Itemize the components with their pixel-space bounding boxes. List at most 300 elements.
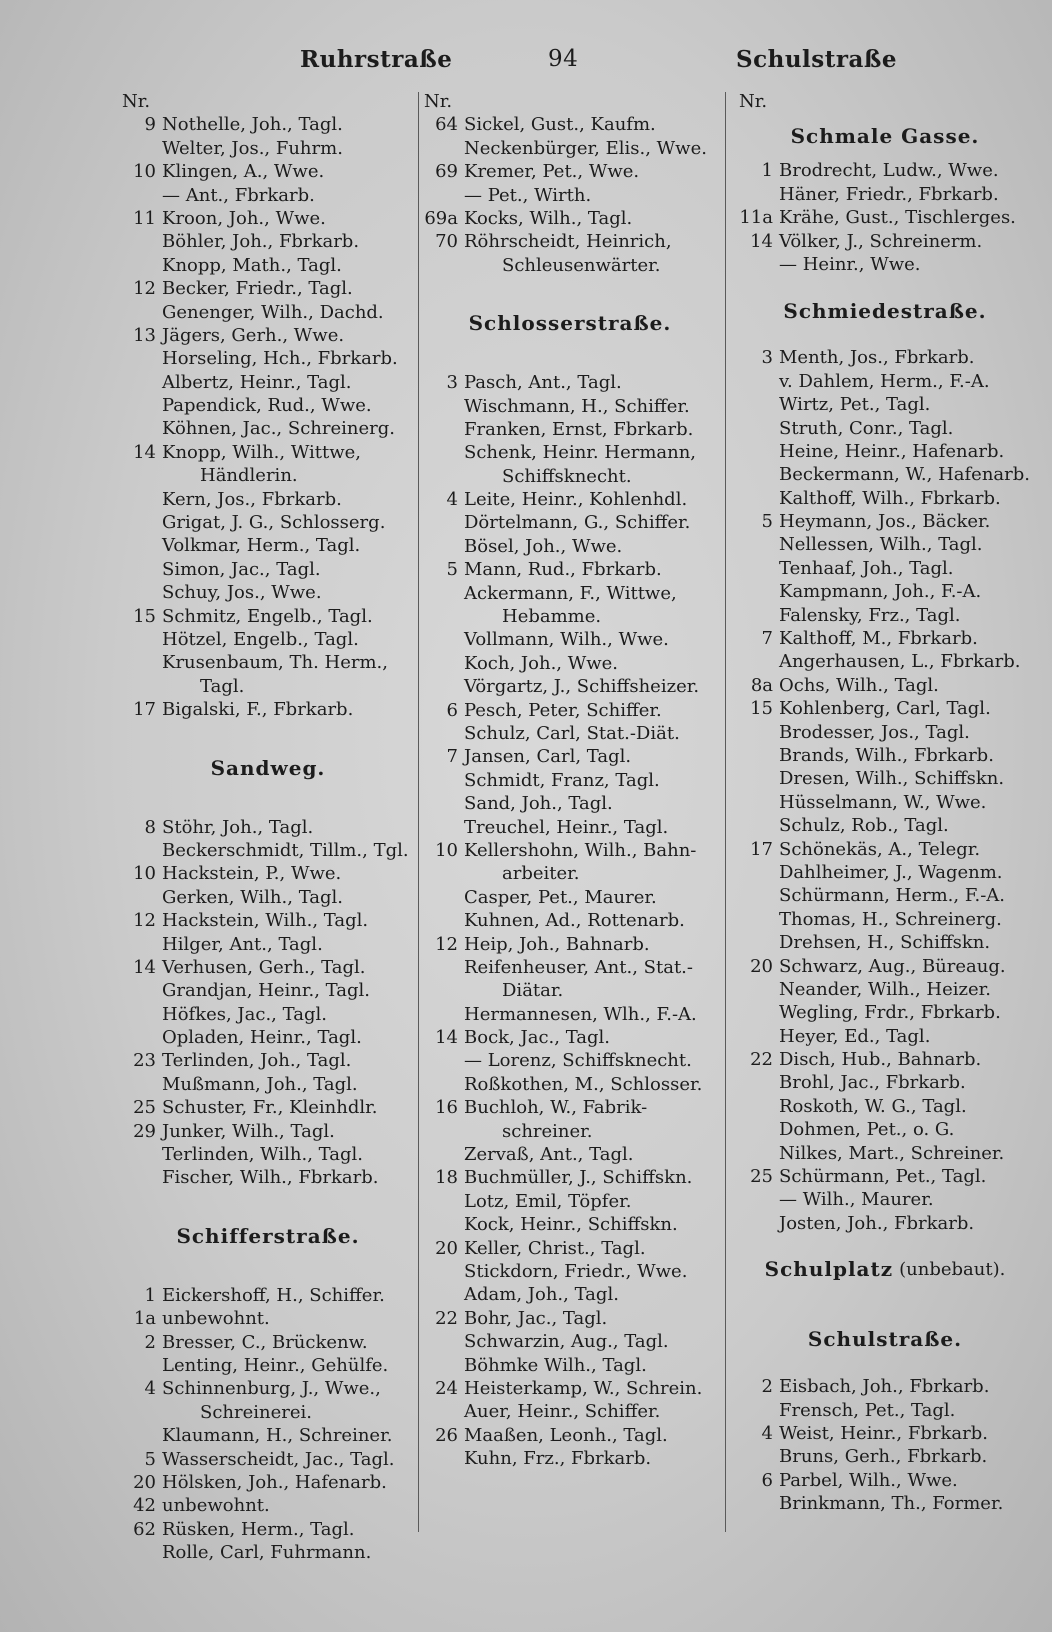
house-number: 1 <box>144 1284 156 1306</box>
house-number: 20 <box>133 1471 156 1493</box>
directory-entry <box>735 1048 1035 1071</box>
directory-entry <box>735 884 1035 907</box>
resident-text: unbewohnt. <box>162 1308 270 1330</box>
resident-text: Sand, Joh., Tagl. <box>464 793 613 815</box>
directory-entry <box>420 745 720 768</box>
resident-text: Treuchel, Heinr., Tagl. <box>464 816 669 838</box>
resident-text: Volkmar, Herm., Tagl. <box>162 535 361 557</box>
directory-entry <box>735 1118 1035 1141</box>
resident-text: Vörgartz, J., Schiffsheizer. <box>464 676 700 698</box>
directory-entry <box>420 1190 720 1213</box>
directory-entry <box>735 861 1035 884</box>
nr-label: Nr. <box>122 91 151 112</box>
house-number: 1 <box>761 160 773 182</box>
resident-text: — Wilh., Maurer. <box>779 1189 934 1211</box>
house-number: 10 <box>133 863 156 885</box>
resident-text: Kroon, Joh., Wwe. <box>162 207 326 229</box>
resident-text: — Pet., Wirth. <box>464 184 592 206</box>
entry-list <box>118 1284 418 1565</box>
directory-entry <box>118 1003 418 1026</box>
house-number: 16 <box>435 1097 458 1119</box>
house-number: 18 <box>435 1167 458 1189</box>
resident-text: Menth, Jos., Fbrkarb. <box>779 347 975 369</box>
directory-entry <box>735 346 1035 369</box>
directory-entry <box>118 979 418 1002</box>
resident-text: Bock, Jac., Tagl. <box>464 1027 611 1049</box>
resident-text: Lenting, Heinr., Gehülfe. <box>162 1354 389 1376</box>
resident-text: Stöhr, Joh., Tagl. <box>162 816 314 838</box>
directory-entry <box>420 979 720 1002</box>
house-number: 6 <box>446 699 458 721</box>
directory-entry <box>118 956 418 979</box>
house-number: 14 <box>133 441 156 463</box>
directory-entry <box>735 650 1035 673</box>
directory-entry <box>118 371 418 394</box>
resident-text: — Lorenz, Schiffsknecht. <box>464 1050 692 1072</box>
directory-entry <box>420 956 720 979</box>
resident-text: Disch, Hub., Bahnarb. <box>779 1049 982 1071</box>
directory-entry <box>735 533 1035 556</box>
resident-text: Eickershoff, H., Schiffer. <box>162 1284 385 1306</box>
resident-text: Lotz, Emil, Töpfer. <box>464 1190 632 1212</box>
resident-text: Mann, Rud., Fbrkarb. <box>464 559 662 581</box>
directory-entry <box>118 909 418 932</box>
house-number: 1a <box>133 1308 156 1330</box>
directory-entry <box>420 465 720 488</box>
directory-entry <box>735 487 1035 510</box>
resident-text: Struth, Conr., Tagl. <box>779 417 954 439</box>
resident-text: Eisbach, Joh., Fbrkarb. <box>779 1376 990 1398</box>
street-heading-group <box>735 1235 1035 1305</box>
directory-entry <box>118 581 418 604</box>
directory-entry <box>118 1518 418 1541</box>
resident-text: Fischer, Wilh., Fbrkarb. <box>162 1167 379 1189</box>
directory-entry <box>118 698 418 721</box>
directory-entry <box>118 839 418 862</box>
resident-text: Schmidt, Franz, Tagl. <box>464 769 660 791</box>
directory-entry <box>735 978 1035 1001</box>
resident-text: Falensky, Frz., Tagl. <box>779 604 961 626</box>
resident-text: Hackstein, P., Wwe. <box>162 863 342 885</box>
header-right-street: Schulstraße <box>736 46 897 73</box>
directory-entry <box>420 1166 720 1189</box>
directory-entry <box>420 886 720 909</box>
resident-text: Grigat, J. G., Schlosserg. <box>162 512 386 534</box>
directory-entry <box>118 277 418 300</box>
house-number: 7 <box>446 746 458 768</box>
directory-entry <box>420 1143 720 1166</box>
resident-text: Simon, Jac., Tagl. <box>162 558 321 580</box>
resident-text: Kampmann, Joh., F.-A. <box>779 581 982 603</box>
directory-entry <box>118 394 418 417</box>
resident-text: Terlinden, Wilh., Tagl. <box>162 1144 363 1166</box>
directory-entry <box>420 113 720 136</box>
directory-entry <box>420 699 720 722</box>
resident-text: Wasserscheidt, Jac., Tagl. <box>162 1448 395 1470</box>
house-number: 42 <box>133 1495 156 1517</box>
resident-text: Roßkothen, M., Schlosser. <box>464 1073 703 1095</box>
resident-text: Ochs, Wilh., Tagl. <box>779 674 939 696</box>
directory-entry <box>420 207 720 230</box>
resident-text: Grandjan, Heinr., Tagl. <box>162 980 371 1002</box>
directory-entry <box>118 1143 418 1166</box>
directory-entry <box>735 604 1035 627</box>
resident-text: Kuhnen, Ad., Rottenarb. <box>464 910 685 932</box>
resident-text: Klingen, A., Wwe. <box>162 161 325 183</box>
resident-text: Roskoth, W. G., Tagl. <box>779 1095 967 1117</box>
directory-entry <box>118 184 418 207</box>
directory-entry <box>420 1307 720 1330</box>
resident-text: Albertz, Heinr., Tagl. <box>162 371 352 393</box>
directory-entry <box>118 675 418 698</box>
house-number: 69 <box>435 161 458 183</box>
directory-entry <box>420 582 720 605</box>
house-number: 29 <box>133 1120 156 1142</box>
house-number: 5 <box>144 1448 156 1470</box>
resident-text: unbewohnt. <box>162 1495 270 1517</box>
resident-text: Wischmann, H., Schiffer. <box>464 395 690 417</box>
street-heading: Sandweg. <box>210 755 326 780</box>
directory-entry <box>735 1422 1035 1445</box>
resident-text: Auer, Heinr., Schiffer. <box>464 1401 661 1423</box>
resident-text: — Heinr., Wwe. <box>779 253 921 275</box>
resident-text: Jansen, Carl, Tagl. <box>464 746 632 768</box>
directory-entry <box>420 511 720 534</box>
directory-entry <box>420 675 720 698</box>
directory-entry <box>420 1447 720 1470</box>
resident-text: Tagl. <box>200 675 245 697</box>
directory-entry <box>735 931 1035 954</box>
directory-entry <box>420 441 720 464</box>
resident-text: Buchloh, W., Fabrik- <box>464 1097 648 1119</box>
house-number: 25 <box>133 1097 156 1119</box>
resident-text: arbeiter. <box>502 863 580 885</box>
resident-text: Genenger, Wilh., Dachd. <box>162 301 384 323</box>
resident-text: Diätar. <box>502 980 564 1002</box>
house-number: 17 <box>750 838 773 860</box>
resident-text: Schulz, Rob., Tagl. <box>779 815 949 837</box>
directory-entry <box>420 1377 720 1400</box>
resident-text: Schürmann, Pet., Tagl. <box>779 1166 987 1188</box>
resident-text: Drehsen, H., Schiffskn. <box>779 932 991 954</box>
house-number: 5 <box>446 559 458 581</box>
directory-entry <box>735 674 1035 697</box>
resident-text: Wegling, Frdr., Fbrkarb. <box>779 1002 1001 1024</box>
resident-text: Becker, Friedr., Tagl. <box>162 278 353 300</box>
directory-entry <box>118 324 418 347</box>
house-number: 22 <box>435 1307 458 1329</box>
resident-text: Hilger, Ant., Tagl. <box>162 933 323 955</box>
resident-text: Adam, Joh., Tagl. <box>464 1284 619 1306</box>
house-number: 13 <box>133 324 156 346</box>
house-number: 11a <box>739 207 773 229</box>
street-heading: Schulplatz <box>764 1257 894 1282</box>
street-heading: Schulstraße. <box>807 1327 963 1352</box>
directory-entry <box>118 816 418 839</box>
directory-entry <box>735 159 1035 182</box>
resident-text: Schreinerei. <box>200 1401 312 1423</box>
directory-entry <box>420 628 720 651</box>
directory-entry <box>420 1354 720 1377</box>
resident-text: Terlinden, Joh., Tagl. <box>162 1050 352 1072</box>
resident-text: Kalthoff, M., Fbrkarb. <box>779 628 978 650</box>
house-number: 25 <box>750 1166 773 1188</box>
resident-text: Kuhn, Frz., Fbrkarb. <box>464 1448 652 1470</box>
street-heading: Schmale Gasse. <box>790 123 980 148</box>
directory-entry <box>735 744 1035 767</box>
house-number: 23 <box>133 1050 156 1072</box>
directory-entry <box>420 722 720 745</box>
directory-entry <box>735 697 1035 720</box>
house-number: 22 <box>750 1049 773 1071</box>
directory-entry <box>118 160 418 183</box>
directory-entry <box>735 206 1035 229</box>
directory-entry <box>420 1237 720 1260</box>
house-number: 20 <box>750 955 773 977</box>
entry-list <box>420 371 720 1470</box>
directory-entry <box>118 1401 418 1424</box>
entry-list <box>735 346 1035 1235</box>
resident-text: Junker, Wilh., Tagl. <box>162 1120 335 1142</box>
nr-label: Nr. <box>739 91 768 112</box>
directory-entry <box>735 230 1035 253</box>
house-number: 9 <box>144 114 156 136</box>
directory-entry <box>735 767 1035 790</box>
house-number: 69a <box>424 207 458 229</box>
resident-text: Hackstein, Wilh., Tagl. <box>162 910 369 932</box>
directory-entry <box>118 301 418 324</box>
directory-entry <box>735 557 1035 580</box>
resident-text: Röhrscheidt, Heinrich, <box>464 231 672 253</box>
house-number: 3 <box>761 347 773 369</box>
directory-entry <box>118 1354 418 1377</box>
directory-entry <box>735 253 1035 276</box>
resident-text: Zervaß, Ant., Tagl. <box>464 1144 634 1166</box>
resident-text: Tenhaaf, Joh., Tagl. <box>779 557 954 579</box>
resident-text: Kohlenberg, Carl, Tagl. <box>779 698 991 720</box>
directory-entry <box>118 230 418 253</box>
resident-text: Köhnen, Jac., Schreinerg. <box>162 418 395 440</box>
directory-entry <box>735 721 1035 744</box>
directory-entry <box>420 1283 720 1306</box>
house-number: 10 <box>133 161 156 183</box>
directory-entry <box>118 1541 418 1564</box>
house-number: 2 <box>761 1376 773 1398</box>
resident-text: Brohl, Jac., Fbrkarb. <box>779 1072 966 1094</box>
directory-entry <box>118 1307 418 1330</box>
resident-text: Horseling, Hch., Fbrkarb. <box>162 348 398 370</box>
resident-text: Bösel, Joh., Wwe. <box>464 535 623 557</box>
resident-text: Leite, Heinr., Kohlenhdl. <box>464 489 688 511</box>
entry-list <box>735 159 1035 276</box>
resident-text: Kremer, Pet., Wwe. <box>464 161 640 183</box>
resident-text: Keller, Christ., Tagl. <box>464 1237 646 1259</box>
resident-text: Bresser, C., Brückenw. <box>162 1331 368 1353</box>
resident-text: Schuy, Jos., Wwe. <box>162 582 322 604</box>
directory-entry <box>118 628 418 651</box>
resident-text: Knopp, Wilh., Wittwe, <box>162 441 362 463</box>
directory-entry <box>420 535 720 558</box>
resident-text: Nellessen, Wilh., Tagl. <box>779 534 983 556</box>
resident-text: Schleusenwärter. <box>502 254 661 276</box>
resident-text: Krähe, Gust., Tischlerges. <box>779 207 1016 229</box>
page-number: 94 <box>548 46 579 72</box>
directory-entry <box>735 1142 1035 1165</box>
resident-text: Beckerschmidt, Tillm., Tgl. <box>162 839 409 861</box>
directory-entry <box>735 183 1035 206</box>
directory-entry <box>735 791 1035 814</box>
directory-entry <box>420 558 720 581</box>
directory-entry <box>118 862 418 885</box>
directory-entry <box>118 254 418 277</box>
directory-entry <box>735 393 1035 416</box>
directory-entry <box>735 510 1035 533</box>
resident-text: Heine, Heinr., Hafenarb. <box>779 440 1005 462</box>
resident-text: Hüsselmann, W., Wwe. <box>779 791 987 813</box>
house-number: 12 <box>435 933 458 955</box>
house-number: 7 <box>761 628 773 650</box>
directory-entry <box>735 908 1035 931</box>
directory-entry <box>735 463 1035 486</box>
house-number: 14 <box>133 956 156 978</box>
house-number: 24 <box>435 1377 458 1399</box>
resident-text: Knopp, Math., Tagl. <box>162 254 342 276</box>
house-number: 10 <box>435 839 458 861</box>
directory-entry <box>420 1213 720 1236</box>
directory-entry <box>118 1377 418 1400</box>
street-heading: Schlosserstraße. <box>468 311 672 336</box>
resident-text: Hötzel, Engelb., Tagl. <box>162 628 359 650</box>
resident-text: v. Dahlem, Herm., F.-A. <box>779 370 990 392</box>
resident-text: Rüsken, Herm., Tagl. <box>162 1518 355 1540</box>
resident-text: Brands, Wilh., Fbrkarb. <box>779 744 994 766</box>
directory-entry <box>735 1212 1035 1235</box>
column-divider <box>418 92 419 1532</box>
resident-text: Hebamme. <box>502 606 602 628</box>
resident-text: Rolle, Carl, Fuhrmann. <box>162 1542 372 1564</box>
directory-entry <box>420 839 720 862</box>
directory-entry <box>118 558 418 581</box>
resident-text: Reifenheuser, Ant., Stat.- <box>464 956 693 978</box>
resident-text: Neander, Wilh., Heizer. <box>779 978 992 1000</box>
resident-text: Stickdorn, Friedr., Wwe. <box>464 1260 688 1282</box>
directory-entry <box>420 1400 720 1423</box>
directory-entry <box>420 816 720 839</box>
column-3 <box>735 90 1035 1516</box>
directory-entry <box>118 113 418 136</box>
directory-entry <box>420 1049 720 1072</box>
directory-entry <box>118 511 418 534</box>
column-divider <box>725 92 726 1532</box>
directory-entry <box>118 347 418 370</box>
resident-text: schreiner. <box>502 1120 593 1142</box>
directory-entry <box>735 838 1035 861</box>
resident-text: Schmitz, Engelb., Tagl. <box>162 605 373 627</box>
directory-entry <box>420 862 720 885</box>
directory-entry <box>420 1073 720 1096</box>
directory-entry <box>735 1399 1035 1422</box>
street-heading: Schifferstraße. <box>176 1224 360 1249</box>
directory-entry <box>118 1120 418 1143</box>
resident-text: Schulz, Carl, Stat.-Diät. <box>464 722 680 744</box>
directory-entry <box>118 1166 418 1189</box>
directory-entry <box>735 370 1035 393</box>
entry-list <box>118 113 418 721</box>
column-1 <box>118 90 418 1564</box>
resident-text: Bruns, Gerh., Fbrkarb. <box>779 1446 988 1468</box>
resident-text: Pasch, Ant., Tagl. <box>464 372 622 394</box>
resident-text: Mußmann, Joh., Tagl. <box>162 1073 358 1095</box>
directory-entry <box>735 1469 1035 1492</box>
directory-entry <box>735 1375 1035 1398</box>
directory-entry <box>118 441 418 464</box>
resident-text: Gerken, Wilh., Tagl. <box>162 886 344 908</box>
directory-entry <box>420 1424 720 1447</box>
house-number: 4 <box>761 1422 773 1444</box>
resident-text: Hermannesen, Wlh., F.-A. <box>464 1003 697 1025</box>
house-number: 14 <box>435 1027 458 1049</box>
house-number: 14 <box>750 230 773 252</box>
resident-text: Papendick, Rud., Wwe. <box>162 395 372 417</box>
directory-entry <box>118 1026 418 1049</box>
house-number: 3 <box>446 372 458 394</box>
house-number: 70 <box>435 231 458 253</box>
resident-text: Heymann, Jos., Bäcker. <box>779 511 991 533</box>
directory-entry <box>735 440 1035 463</box>
directory-entry <box>118 534 418 557</box>
resident-text: Heyer, Ed., Tagl. <box>779 1025 931 1047</box>
resident-text: Schönekäs, A., Telegr. <box>779 838 981 860</box>
resident-text: Schwarz, Aug., Büreaug. <box>779 955 1006 977</box>
resident-text: Böhmke Wilh., Tagl. <box>464 1354 647 1376</box>
directory-entry <box>118 1049 418 1072</box>
nr-label: Nr. <box>424 91 453 112</box>
resident-text: Buchmüller, J., Schiffskn. <box>464 1167 693 1189</box>
house-number: 4 <box>144 1378 156 1400</box>
resident-text: Kock, Heinr., Schiffskn. <box>464 1214 678 1236</box>
entry-list <box>420 113 720 277</box>
nr-label-row <box>420 90 720 113</box>
house-number: 4 <box>446 489 458 511</box>
resident-text: Schuster, Fr., Kleinhdlr. <box>162 1097 378 1119</box>
column-2 <box>420 90 720 1470</box>
resident-text: Dörtelmann, G., Schiffer. <box>464 512 691 534</box>
directory-entry <box>420 1120 720 1143</box>
resident-text: Heisterkamp, W., Schrein. <box>464 1377 703 1399</box>
directory-entry <box>118 1096 418 1119</box>
directory-entry <box>420 769 720 792</box>
directory-entry <box>420 605 720 628</box>
resident-text: Angerhausen, L., Fbrkarb. <box>779 651 1021 673</box>
house-number: 5 <box>761 511 773 533</box>
directory-entry <box>735 417 1035 440</box>
directory-entry <box>118 933 418 956</box>
resident-text: Brodrecht, Ludw., Wwe. <box>779 160 999 182</box>
resident-text: Opladen, Heinr., Tagl. <box>162 1027 362 1049</box>
directory-entry <box>118 464 418 487</box>
nr-label-row <box>118 90 418 113</box>
directory-entry <box>420 1003 720 1026</box>
resident-text: Welter, Jos., Fuhrm. <box>162 137 343 159</box>
directory-entry <box>420 1260 720 1283</box>
house-number: 12 <box>133 910 156 932</box>
resident-text: Verhusen, Gerh., Tagl. <box>162 956 366 978</box>
resident-text: Sickel, Gust., Kaufm. <box>464 114 656 136</box>
directory-entry <box>420 652 720 675</box>
entry-list <box>735 1375 1035 1515</box>
directory-entry <box>735 1095 1035 1118</box>
nr-label-row <box>735 90 1035 113</box>
